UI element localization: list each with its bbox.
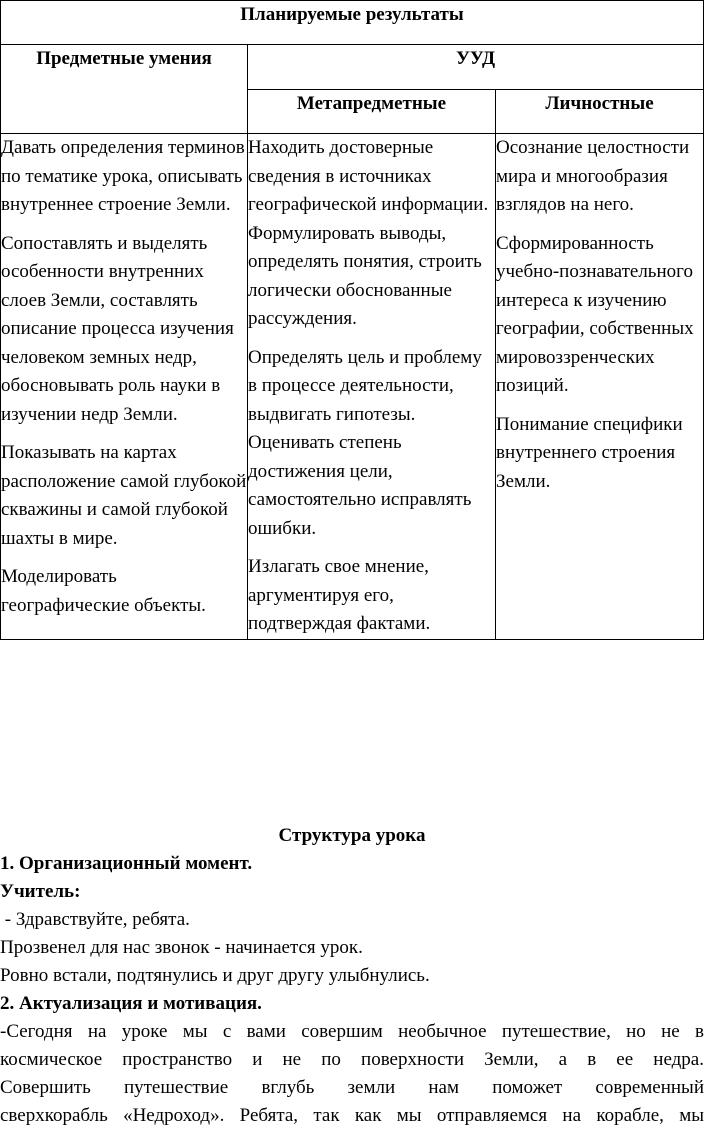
meta-subject-cell — [248, 134, 496, 640]
section-heading-organizational: 1. Организационный момент. — [0, 853, 253, 874]
paragraph-line: космическое пространство и не по поверхности Земли, а в ее недра. — [0, 1049, 704, 1070]
meta-subject-item: Определять цель и проблему в процессе деятельности, выдвигать гипотезы. Оценивать степень достижения цели, самостоятельно исправлять ошибки. — [248, 346, 482, 539]
section-heading-motivation: 2. Актуализация и мотивация. — [0, 993, 262, 1014]
meta-subject-item: Находить достоверные сведения в источниках географической информации. Формулировать выводы, определять понятия, строить логически обоснованные рассуждения. — [248, 137, 489, 329]
subject-skills-header: Предметные умения — [1, 45, 248, 134]
table-title: Планируемые результаты — [1, 1, 704, 45]
meta-subject-item: Излагать свое мнение, аргументируя его, подтверждая фактами. — [248, 556, 431, 634]
meta-subject-header: Метапредметные — [248, 90, 496, 134]
subject-skills-cell — [1, 134, 248, 640]
uud-header: УУД — [248, 45, 704, 90]
paragraph-line: сверхкорабль «Недроход». Ребята, так как мы отправляемся на корабле, мы — [0, 1105, 704, 1126]
paragraph-line: Совершить путешествие вглубь земли нам поможет современный — [0, 1077, 704, 1098]
subject-skill-item: Сопоставлять и выделять особенности внутренних слоев Земли, составлять описание процесса изучения человеком земных недр, обосновывать роль науки в изучении недр Земли. — [1, 232, 234, 425]
personal-header: Личностные — [496, 90, 704, 134]
personal-item: Понимание специфики внутреннего строения Земли. — [496, 413, 683, 492]
subject-skill-item: Давать определения терминов по тематике урока, описывать внутреннее строение Земли. — [1, 137, 245, 215]
paragraph-line: -Сегодня на уроке мы с вами совершим необычное путешествие, но не в — [0, 1021, 704, 1042]
lesson-structure-title: Структура урока — [278, 825, 426, 846]
teacher-label: Учитель: — [0, 881, 81, 902]
subject-skill-item: Моделировать географические объекты. — [1, 566, 206, 616]
subject-skill-item: Показывать на картах расположение самой глубокой скважины и самой глубокой шахты в мире. — [1, 442, 247, 549]
greeting-line: - Здравствуйте, ребята. — [0, 909, 190, 930]
poem-line: Ровно встали, подтянулись и друг другу улыбнулись. — [0, 965, 430, 986]
personal-cell — [496, 134, 704, 640]
poem-line: Прозвенел для нас звонок - начинается урок. — [0, 937, 363, 958]
personal-item: Осознание целостности мира и многообразия взглядов на него. — [496, 137, 690, 215]
lesson-structure — [0, 822, 704, 1130]
personal-item: Сформированность учебно-познавательного интереса к изучению географии, собственных мировоззренческих позиций. — [496, 232, 694, 396]
